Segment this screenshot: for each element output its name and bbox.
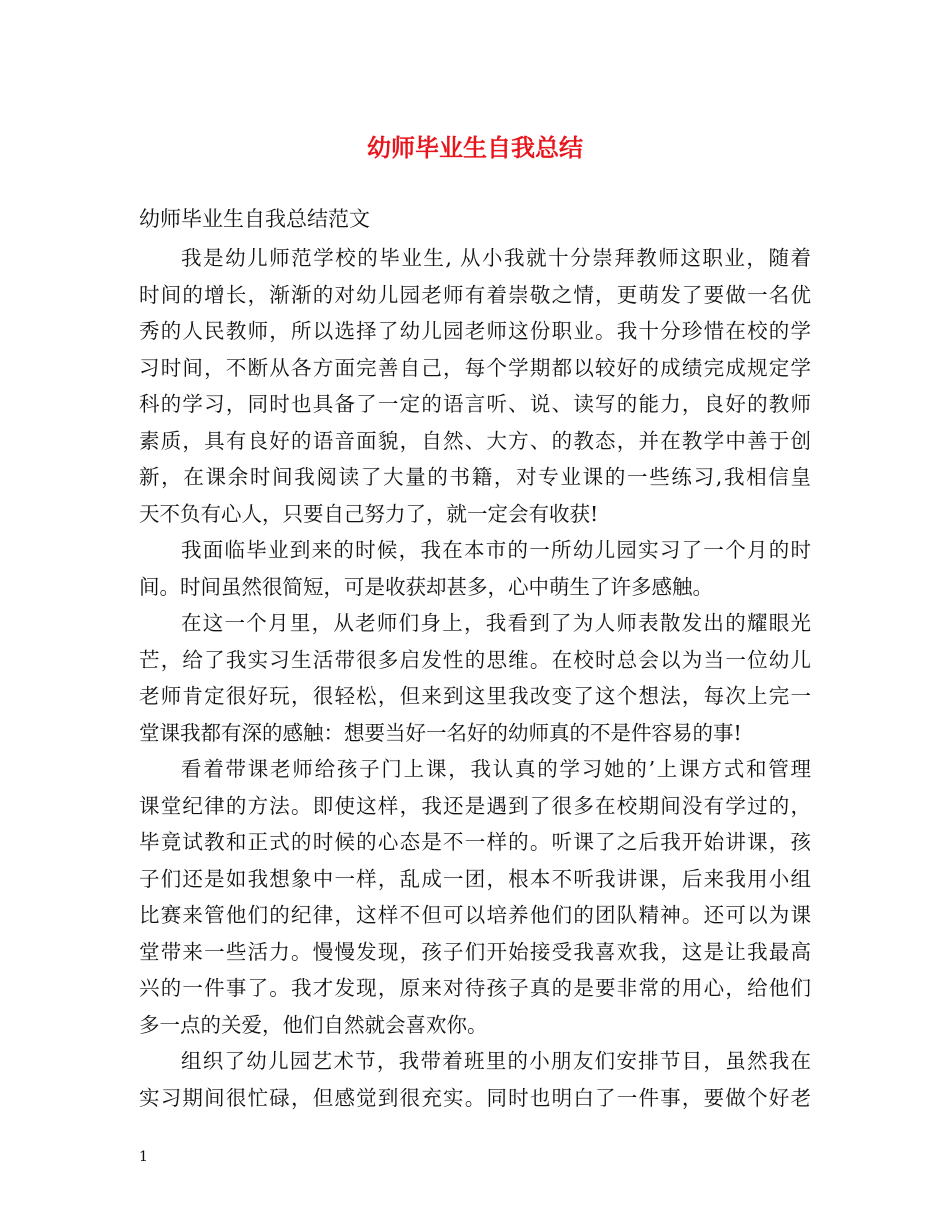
paragraph-line: 比赛来管他们的纪律，这样不但可以培养他们的团队精神。还可以为课 <box>139 903 811 927</box>
paragraph-line: 堂课我都有深的感触：想要当好一名好的幼师真的不是件容易的事! <box>139 720 742 745</box>
paragraph-line: 在这一个月里，从老师们身上，我看到了为人师表散发出的耀眼光 <box>181 611 811 635</box>
paragraph-line: 天不负有心人，只要自己努力了，就一定会有收获! <box>139 501 599 526</box>
paragraph-line: 新，在课余时间我阅读了大量的书籍，对专业课的一些练习,我相信皇 <box>139 465 811 489</box>
paragraph-line: 间。时间虽然很简短，可是收获却甚多，心中萌生了许多感触。 <box>139 574 713 599</box>
paragraph-line: 堂带来一些活力。慢慢发现，孩子们开始接受我喜欢我，这是让我最高 <box>139 939 811 964</box>
paragraph-line: 秀的人民教师，所以选择了幼儿园老师这份职业。我十分珍惜在校的学 <box>139 319 811 343</box>
document-subtitle: 幼师毕业生自我总结范文 <box>139 207 370 231</box>
paragraph-line: 多一点的关爱，他们自然就会喜欢你。 <box>139 1012 488 1037</box>
paragraph-line: 时间的增长，渐渐的对幼儿园老师有着崇敬之情，更萌发了要做一名优 <box>139 282 811 307</box>
document-body <box>139 240 811 1116</box>
paragraph-line: 实习期间很忙碌，但感觉到很充实。同时也明白了一件事，要做个好老 <box>139 1085 811 1110</box>
paragraph-line: 组织了幼儿园艺术节，我带着班里的小朋友们安排节目，虽然我在 <box>181 1049 811 1073</box>
paragraph <box>139 605 811 751</box>
paragraph-line: 科的学习，同时也具备了一定的语言听、说、读写的能力，良好的教师 <box>139 392 811 416</box>
paragraph-line: 子们还是如我想象中一样，乱成一团，根本不听我讲课，后来我用小组 <box>139 866 811 891</box>
paragraph-line: 老师肯定很好玩，很轻松，但来到这里我改变了这个想法，每次上完一 <box>139 684 811 708</box>
paragraph-line: 兴的一件事了。我才发现，原来对待孩子真的是要非常的用心，给他们 <box>139 976 811 1000</box>
paragraph-line: 课堂纪律的方法。即使这样，我还是遇到了很多在校期间没有学过的， <box>139 793 811 818</box>
paragraph <box>139 532 811 605</box>
paragraph-line: 素质，具有良好的语音面貌，自然、大方、的教态，并在教学中善于创 <box>139 428 811 453</box>
paragraph <box>139 1043 811 1116</box>
document-title: 幼师毕业生自我总结 <box>367 133 583 162</box>
paragraph <box>139 751 811 1043</box>
paragraph-line: 毕竟试教和正式的时候的心态是不一样的。听课了之后我开始讲课，孩 <box>139 830 811 854</box>
paragraph-line: 芒，给了我实习生活带很多启发性的思维。在校时总会以为当一位幼儿 <box>139 647 811 672</box>
paragraph-line: 我面临毕业到来的时候，我在本市的一所幼儿园实习了一个月的时 <box>181 538 811 562</box>
paragraph-line: 习时间，不断从各方面完善自己，每个学期都以较好的成绩完成规定学 <box>139 355 811 380</box>
page-number: 1 <box>139 1149 148 1165</box>
paragraph-line: 我是幼儿师范学校的毕业生, 从小我就十分崇拜教师这职业，随着 <box>181 246 811 270</box>
paragraph-line: 看着带课老师给孩子门上课，我认真的学习她的’上课方式和管理 <box>181 757 811 781</box>
paragraph <box>139 240 811 532</box>
